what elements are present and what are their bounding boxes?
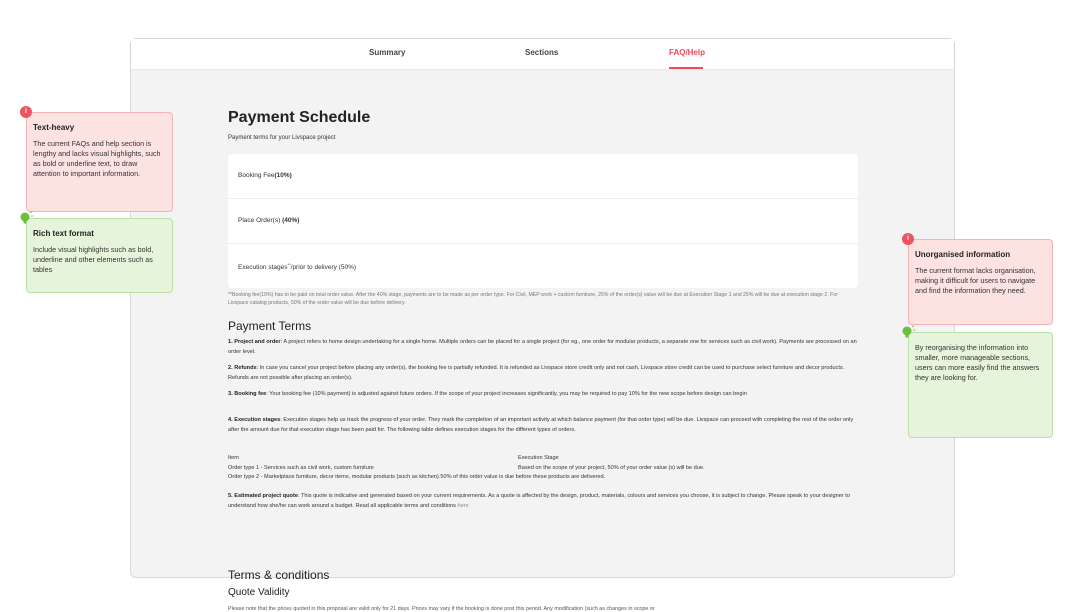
app-window: [130, 38, 955, 612]
schedule-row-execution: [228, 244, 858, 289]
term-heading: 1. Project and order: [228, 339, 281, 345]
term-heading: 2. Refunds: [228, 365, 257, 371]
info-icon: i: [20, 106, 32, 118]
booking-fee-note: **Booking fee(10%) has to be paid on total order value. After the 40% stage, payments are to be made as per order type. For Civil, MEP work + custom furniture, 25% of the order(s) value will be due at Execution Stage 1 and 25% will be due at execution stage 2. For Livspace catalog products, 50% of the order value will be due before delivery.: [228, 292, 838, 306]
table-cell: Order type 2 - Marketplace furniture, decor items, modular products (such as kitchen).: [228, 474, 441, 480]
schedule-value: /prior to delivery (50%): [290, 264, 357, 272]
quote-validity-heading: Quote Validity: [228, 587, 290, 598]
page-title: Payment Schedule: [228, 109, 371, 126]
payment-terms-heading: Payment Terms: [228, 319, 312, 333]
term-heading: 5. Estimated project quote: [228, 493, 298, 499]
annotation-reorganise: [908, 332, 1053, 438]
term-body: : This quote is indicative and generated based on your current requirements. As a quote is affected by the design, product, materials, colours and services you choose, it is subject to change. Please speak to your designer to understand how she/he can work around a budget. Read all applicable terms and conditions: [228, 493, 850, 509]
table-cell: Based on the scope of your project, 50% of your order value (s) will be due.: [518, 464, 705, 471]
schedule-row-place-order: [228, 199, 858, 244]
tab-sections[interactable]: Sections: [525, 48, 559, 57]
info-icon: i: [902, 233, 914, 245]
tab-summary[interactable]: Summary: [369, 48, 406, 57]
schedule-value: (10%): [274, 172, 292, 179]
schedule-label: Place Order(s): [238, 217, 283, 224]
annotation-text: Include visual highlights such as bold, underline and other elements such as tables: [33, 245, 154, 274]
table-row: [228, 464, 858, 474]
term-body: : A project refers to home design undertaking for a single home. Multiple orders can be placed for a single project (for eg., one order for modular products, a separate one for services such as civil work). Payments are processed on an order level.: [228, 339, 857, 355]
table-header: Execution Stage: [518, 455, 559, 461]
schedule-value: (40%): [282, 217, 300, 224]
page-subtitle: Payment terms for your Livspace project: [228, 135, 336, 141]
table-header-row: [228, 454, 858, 464]
term-heading: 4. Execution stages: [228, 417, 281, 423]
term-heading: 3. Booking fee: [228, 391, 267, 397]
terms-link[interactable]: here: [457, 502, 469, 509]
execution-stage-table: [228, 454, 858, 483]
term-paragraph: [228, 492, 858, 511]
term-body: : Execution stages help us track the progress of your order. They mark the completion of an important activity at which balance payment (for that order type) will be due. Livspace can proceed with completing the rest of the order only after the amount due for that execution stage has been paid for. The following table defines execution stages for the different types of orders.: [228, 417, 854, 433]
table-row: [228, 473, 858, 483]
annotation-text: The current FAQs and help section is lengthy and lacks visual highlights, such as bold or underline text, to draw attention to important information.: [33, 139, 161, 178]
table-cell: 50% of this order value is due before these products are delivered.: [440, 474, 606, 480]
schedule-footnote-mark: **: [287, 262, 291, 267]
table-cell: Order type 1 - Services such as civil work, custom furniture: [228, 464, 374, 471]
annotation-title: Text-heavy: [33, 123, 75, 132]
annotation-title: Unorganised information: [915, 250, 1011, 259]
top-nav: [131, 39, 954, 69]
term-body: : Your booking fee (10% payment) is adjusted against future orders. If the scope of your project increases significantly, you may be required to pay 10% for the new scope before design can begin: [266, 391, 747, 397]
faq-content: [228, 109, 858, 612]
term-paragraph: [228, 364, 858, 383]
active-tab-indicator: [669, 67, 703, 69]
lightbulb-icon: [19, 211, 35, 227]
annotation-unorganised: [908, 239, 1053, 325]
terms-conditions-heading: Terms & conditions: [228, 568, 330, 582]
annotation-title: Rich text format: [33, 229, 94, 238]
payment-schedule-card: [228, 154, 858, 288]
quote-validity-text: Please note that the prices quoted in this proposal are valid only for 21 days. Prices may vary if the booking is done post this period. Any modification (such as changes in scope or: [228, 606, 655, 612]
tab-faq-help[interactable]: FAQ/Help: [669, 48, 706, 57]
term-paragraph: [228, 338, 858, 357]
schedule-label: Booking Fee: [238, 172, 275, 179]
schedule-row-booking: [228, 154, 858, 199]
annotation-rich-text: [26, 218, 173, 293]
schedule-label: Execution stages: [238, 264, 288, 272]
term-paragraph: [228, 390, 858, 400]
term-paragraph: [228, 416, 858, 435]
annotation-text-heavy: [26, 112, 173, 212]
term-body: : In case you cancel your project before placing any order(s), the booking fee is partially refunded. It is refunded as Livspace store credit only and not cash. Livspace store credit can be used to purchase select furniture and decor products. Refunds are not possible after placing an order(s).: [228, 365, 845, 381]
annotation-text: The current format lacks organisation, making it difficult for users to navigate and find the information they need.: [915, 266, 1036, 295]
table-header: Item: [228, 455, 239, 461]
annotation-text: By reorganising the information into smaller, more manageable sections, users can more easily find the answers they are looking for.: [915, 343, 1040, 382]
lightbulb-icon: [901, 325, 917, 341]
